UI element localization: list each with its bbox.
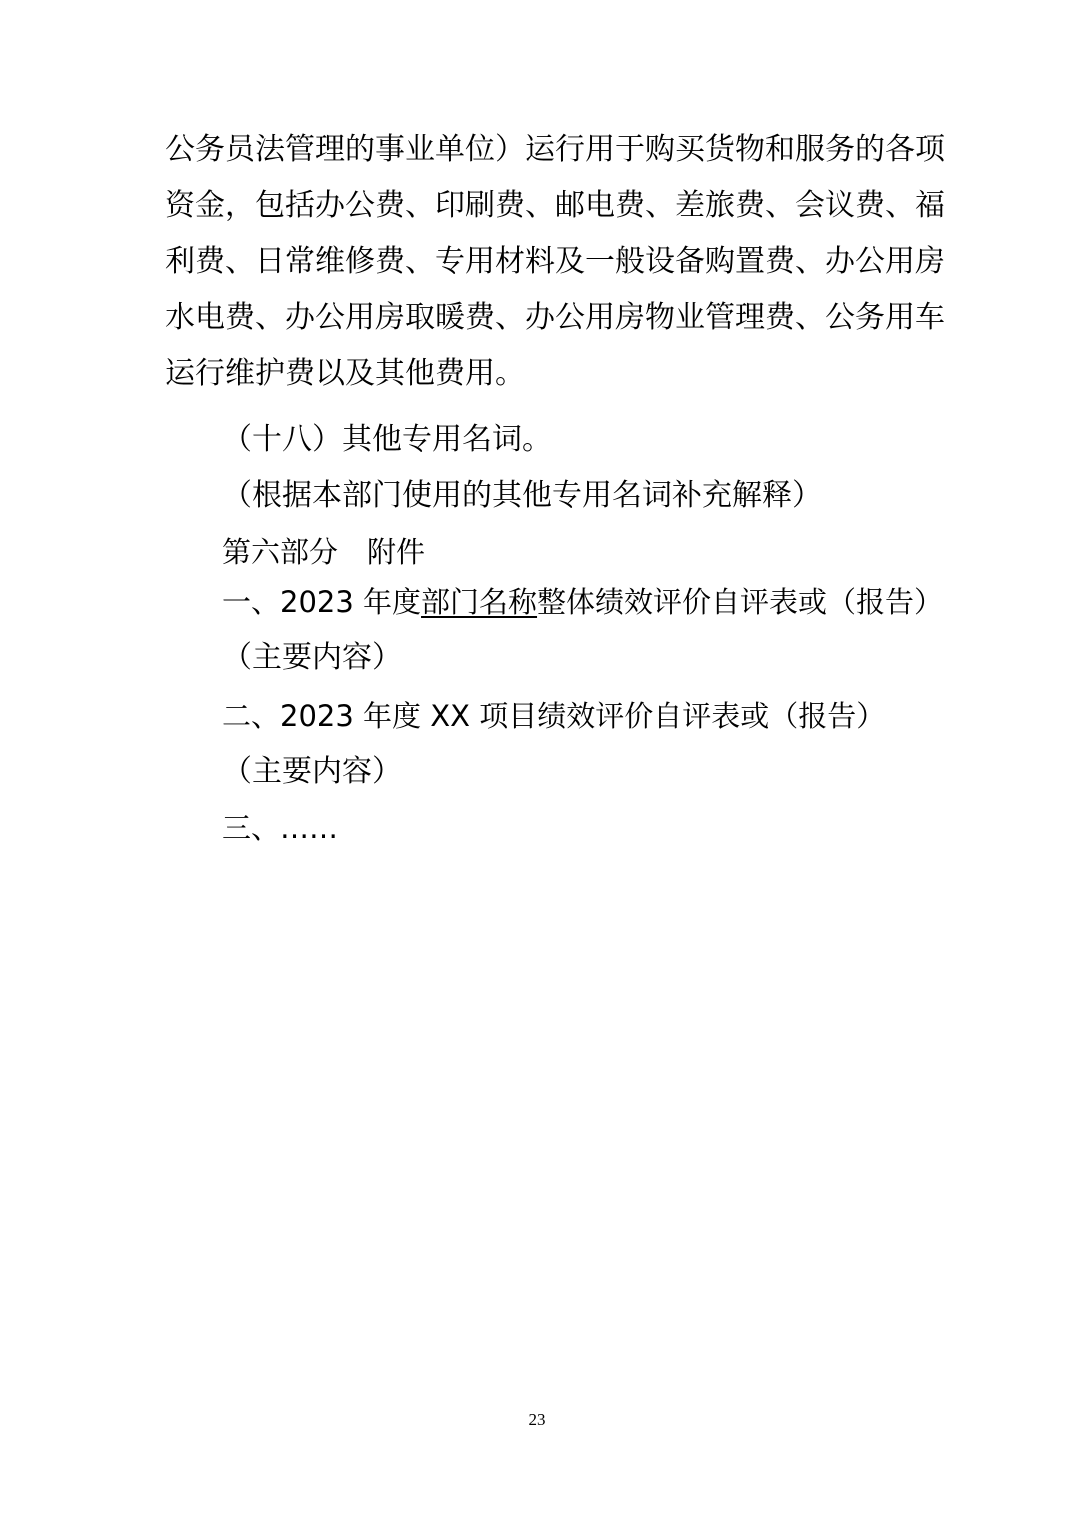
body-line-4: 水电费、办公用房取暖费、办公用房物业管理费、公务用车	[165, 300, 945, 335]
body-line-3: 利费、日常维修费、专用材料及一般设备购置费、办公用房	[165, 244, 945, 279]
department-name-placeholder: 部门名称	[421, 585, 538, 619]
attachment-item-1	[222, 580, 943, 624]
page-number: 23	[528, 1410, 546, 1429]
body-line-5: 运行维护费以及其他费用。	[165, 356, 525, 391]
attachment-item-3: 三、……	[222, 811, 339, 845]
attachment-item-2: 二、2023 年度 XX 项目绩效评价自评表或（报告）	[222, 699, 886, 733]
attachment-item-1-suffix: 整体绩效评价自评表或（报告）	[537, 585, 944, 619]
attachment-item-2-content: （主要内容）	[222, 754, 402, 789]
body-line-2: 资金，包括办公费、印刷费、邮电费、差旅费、会议费、福	[165, 188, 945, 223]
section-18-note: （根据本部门使用的其他专用名词补充解释）	[222, 478, 822, 513]
part6-heading: 第六部分 附件	[222, 535, 426, 569]
attachment-item-1-content: （主要内容）	[222, 640, 402, 675]
section-18-title: （十八）其他专用名词。	[222, 422, 552, 457]
body-line-1: 公务员法管理的事业单位）运行用于购买货物和服务的各项	[165, 132, 945, 167]
attachment-item-1-prefix: 一、2023 年度	[222, 585, 422, 619]
